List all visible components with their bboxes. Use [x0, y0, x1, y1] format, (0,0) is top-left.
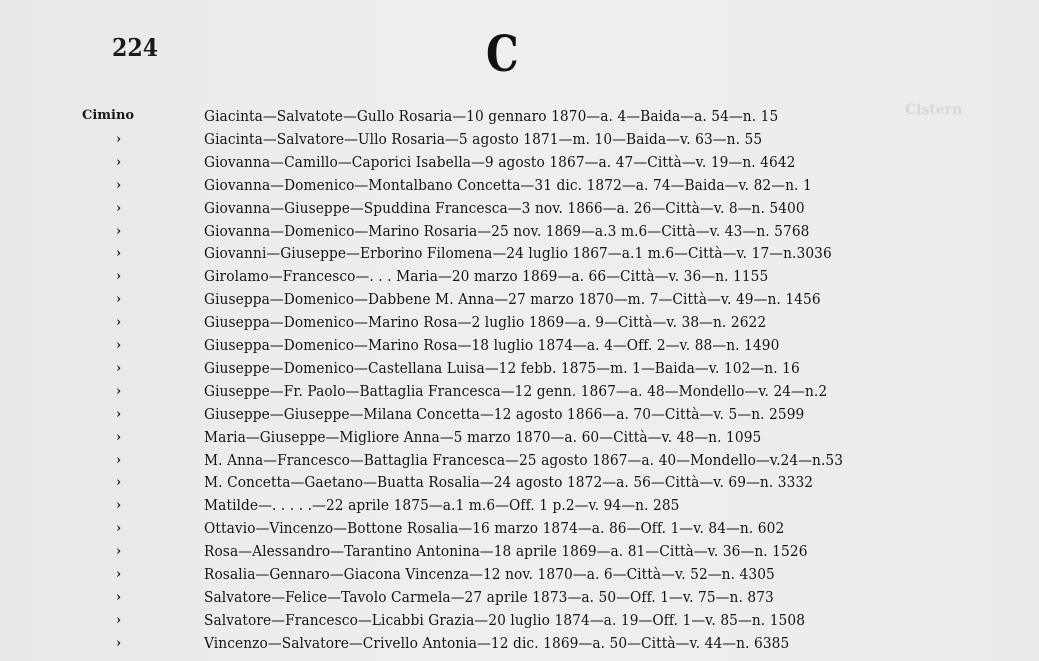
- register-row: [0, 633, 1039, 656]
- section-letter-heading: C: [486, 24, 519, 83]
- ditto-mark: ›: [116, 612, 122, 628]
- entry-text: Rosa—Alessandro—Tarantino Antonina—18 aprile 1869—a. 81—Città—v. 36—n. 1526: [204, 542, 808, 561]
- entry-text: Salvatore—Felice—Tavolo Carmela—27 aprile 1873—a. 50—Off. 1—v. 75—n. 873: [204, 587, 774, 606]
- ditto-mark: ›: [116, 360, 122, 376]
- register-row: [0, 312, 1039, 335]
- entry-text: M. Anna—Francesco—Battaglia Francesca—25 agosto 1867—a. 40—Mondello—v.24—n.53: [204, 450, 844, 469]
- entry-text: Girolamo—Francesco—. . . Maria—20 marzo 1869—a. 66—Città—v. 36—n. 1155: [204, 267, 769, 286]
- ditto-mark: ›: [116, 635, 122, 651]
- ditto-mark: ›: [116, 383, 122, 399]
- register-row: [0, 472, 1039, 495]
- register-row: [0, 221, 1039, 244]
- register-row: [0, 152, 1039, 175]
- ditto-mark: ›: [116, 269, 122, 285]
- register-row: [0, 564, 1039, 587]
- ditto-mark: ›: [116, 567, 122, 582]
- ditto-mark: ›: [116, 131, 122, 147]
- register-row: [0, 610, 1039, 633]
- entry-text: Giovanni—Giuseppe—Erborino Filomena—24 luglio 1867—a.1 m.6—Città—v. 17—n.3036: [204, 244, 832, 263]
- ditto-mark: ›: [116, 452, 122, 468]
- register-row: [0, 495, 1039, 518]
- bleed-through-text: Cistern: [905, 102, 963, 118]
- ditto-mark: ›: [116, 521, 122, 537]
- entry-text: Matilde—. . . . .—22 aprile 1875—a.1 m.6—Off. 1 p.2—v. 94—n. 285: [204, 496, 680, 515]
- entry-text: Giuseppa—Domenico—Marino Rosa—18 luglio 1874—a. 4—Off. 2—v. 88—n. 1490: [204, 336, 780, 354]
- register-row: [0, 266, 1039, 289]
- register-row: [0, 427, 1039, 450]
- page-number: 224: [112, 33, 159, 62]
- register-row: [0, 335, 1039, 358]
- ditto-mark: ›: [116, 429, 122, 445]
- entry-text: Rosalia—Gennaro—Giacona Vincenza—12 nov. 1870—a. 6—Città—v. 52—n. 4305: [204, 565, 775, 583]
- register-row: [0, 381, 1039, 404]
- entry-text: Giuseppa—Domenico—Marino Rosa—2 luglio 1869—a. 9—Città—v. 38—n. 2622: [204, 313, 767, 332]
- ditto-mark: ›: [116, 223, 122, 239]
- entry-text: Giuseppe—Fr. Paolo—Battaglia Francesca—12 genn. 1867—a. 48—Mondello—v. 24—n.2: [204, 381, 828, 400]
- ditto-mark: ›: [116, 338, 122, 353]
- register-row: [0, 358, 1039, 381]
- entry-text: Giovanna—Giuseppe—Spuddina Francesca—3 nov. 1866—a. 26—Città—v. 8—n. 5400: [204, 198, 805, 217]
- ditto-mark: ›: [116, 177, 122, 193]
- entry-text: Maria—Giuseppe—Migliore Anna—5 marzo 1870—a. 60—Città—v. 48—n. 1095: [204, 427, 762, 446]
- ditto-mark: ›: [116, 315, 122, 331]
- entry-text: Giacinta—Salvatote—Gullo Rosaria—10 gennaro 1870—a. 4—Baida—a. 54—n. 15: [204, 107, 779, 125]
- entry-text: Vincenzo—Salvatore—Crivello Antonia—12 dic. 1869—a. 50—Città—v. 44—n. 6385: [204, 633, 790, 652]
- surname-label: Cimino: [82, 108, 135, 123]
- entry-text: Giacinta—Salvatore—Ullo Rosaria—5 agosto 1871—m. 10—Baida—v. 63—n. 55: [204, 129, 763, 148]
- entry-text: Giovanna—Domenico—Marino Rosaria—25 nov. 1869—a.3 m.6—Città—v. 43—n. 5768: [204, 221, 810, 240]
- register-row: [0, 106, 1039, 129]
- register-row: [0, 541, 1039, 564]
- register-row: [0, 518, 1039, 541]
- entry-text: M. Concetta—Gaetano—Buatta Rosalia—24 agosto 1872—a. 56—Città—v. 69—n. 3332: [204, 473, 814, 492]
- register-row: [0, 450, 1039, 473]
- register-row: [0, 289, 1039, 312]
- ditto-mark: ›: [116, 292, 122, 308]
- ditto-mark: ›: [116, 498, 122, 514]
- ditto-mark: ›: [116, 544, 122, 560]
- ditto-mark: ›: [116, 200, 122, 216]
- entry-text: Salvatore—Francesco—Licabbi Grazia—20 luglio 1874—a. 19—Off. 1—v. 85—n. 1508: [204, 610, 806, 629]
- register-row: [0, 198, 1039, 221]
- entry-text: Giuseppe—Domenico—Castellana Luisa—12 febb. 1875—m. 1—Baida—v. 102—n. 16: [204, 358, 800, 377]
- ditto-mark: ›: [116, 154, 122, 170]
- register-row: [0, 404, 1039, 427]
- entry-text: Giovanna—Domenico—Montalbano Concetta—31 dic. 1872—a. 74—Baida—v. 82—n. 1: [204, 175, 812, 194]
- register-row: [0, 129, 1039, 152]
- ditto-mark: ›: [116, 406, 122, 422]
- ditto-mark: ›: [116, 246, 122, 262]
- ditto-mark: ›: [116, 475, 122, 491]
- entry-text: Giovanna—Camillo—Caporici Isabella—9 agosto 1867—a. 47—Città—v. 19—n. 4642: [204, 152, 796, 171]
- entry-text: Giuseppe—Giuseppe—Milana Concetta—12 agosto 1866—a. 70—Città—v. 5—n. 2599: [204, 404, 805, 423]
- entry-text: Giuseppa—Domenico—Dabbene M. Anna—27 marzo 1870—m. 7—Città—v. 49—n. 1456: [204, 290, 821, 309]
- register-row: [0, 175, 1039, 198]
- ditto-mark: ›: [116, 589, 122, 605]
- register-row: [0, 587, 1039, 610]
- register-row: [0, 243, 1039, 266]
- entry-text: Ottavio—Vincenzo—Bottone Rosalia—16 marzo 1874—a. 86—Off. 1—v. 84—n. 602: [204, 519, 785, 538]
